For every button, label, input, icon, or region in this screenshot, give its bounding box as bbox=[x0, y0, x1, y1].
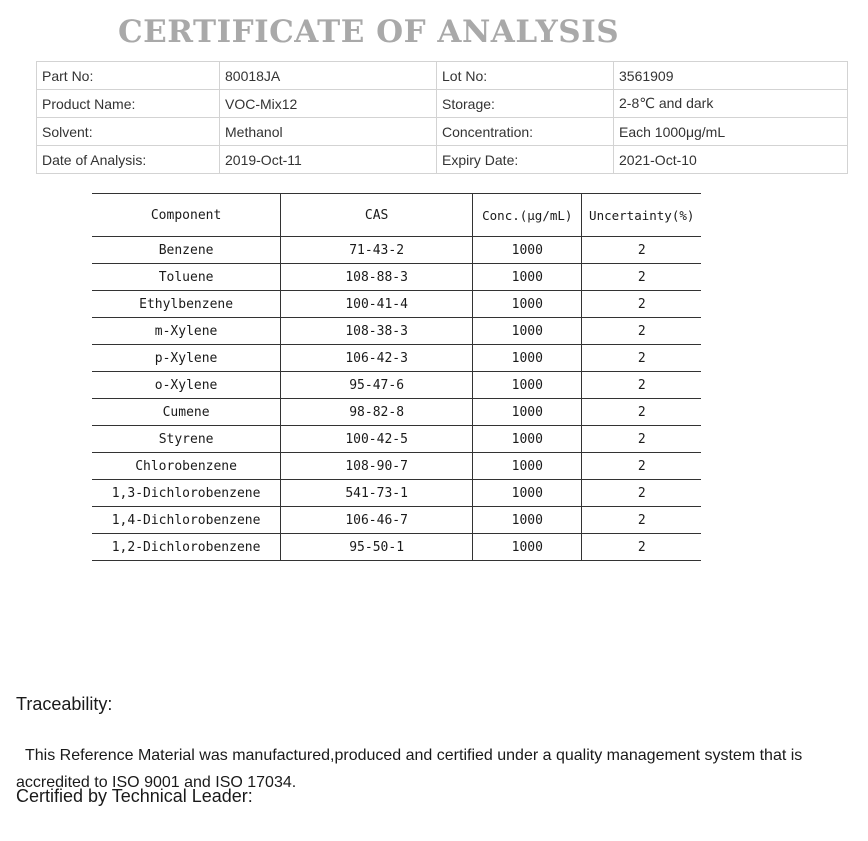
table-row bbox=[92, 507, 701, 534]
certified-by-label: Certified by Technical Leader: bbox=[16, 786, 253, 806]
uncertainty-value: 2 bbox=[582, 345, 701, 372]
component-name: m-Xylene bbox=[92, 318, 281, 345]
component-name: Ethylbenzene bbox=[92, 291, 281, 318]
component-name: Toluene bbox=[92, 264, 281, 291]
info-label: Solvent: bbox=[37, 118, 220, 146]
table-row bbox=[92, 534, 701, 561]
component-name: Cumene bbox=[92, 399, 281, 426]
component-name: Benzene bbox=[92, 237, 281, 264]
table-row bbox=[92, 291, 701, 318]
info-value: VOC-Mix12 bbox=[220, 90, 437, 118]
uncertainty-value: 2 bbox=[582, 237, 701, 264]
cas-number: 100-42-5 bbox=[281, 426, 473, 453]
uncertainty-value: 2 bbox=[582, 291, 701, 318]
info-row bbox=[37, 118, 848, 146]
cas-number: 108-90-7 bbox=[281, 453, 473, 480]
table-row bbox=[92, 318, 701, 345]
uncertainty-value: 2 bbox=[582, 480, 701, 507]
header-cas: CAS bbox=[281, 194, 473, 237]
info-label: Storage: bbox=[437, 90, 614, 118]
info-value: 2019-Oct-11 bbox=[220, 146, 437, 174]
uncertainty-value: 2 bbox=[582, 399, 701, 426]
table-row bbox=[92, 399, 701, 426]
concentration-value: 1000 bbox=[473, 237, 582, 264]
info-value: Each 1000μg/mL bbox=[614, 118, 848, 146]
table-row bbox=[92, 237, 701, 264]
header-concentration: Conc.(μg/mL) bbox=[473, 194, 582, 237]
concentration-value: 1000 bbox=[473, 534, 582, 561]
cas-number: 108-38-3 bbox=[281, 318, 473, 345]
info-row bbox=[37, 146, 848, 174]
info-value: 80018JA bbox=[220, 62, 437, 90]
component-name: p-Xylene bbox=[92, 345, 281, 372]
uncertainty-value: 2 bbox=[582, 264, 701, 291]
cas-number: 106-46-7 bbox=[281, 507, 473, 534]
info-label: Expiry Date: bbox=[437, 146, 614, 174]
uncertainty-value: 2 bbox=[582, 507, 701, 534]
traceability-statement: This Reference Material was manufactured,produced and certified under a quality management system that is accredited to ISO 9001 and ISO 17034. bbox=[16, 747, 803, 791]
traceability-heading: Traceability: bbox=[16, 694, 113, 714]
info-label: Part No: bbox=[37, 62, 220, 90]
product-info-table bbox=[36, 61, 848, 174]
table-row bbox=[92, 453, 701, 480]
info-row bbox=[37, 90, 848, 118]
concentration-value: 1000 bbox=[473, 318, 582, 345]
concentration-value: 1000 bbox=[473, 345, 582, 372]
uncertainty-value: 2 bbox=[582, 372, 701, 399]
component-name: Chlorobenzene bbox=[92, 453, 281, 480]
info-label: Product Name: bbox=[37, 90, 220, 118]
concentration-value: 1000 bbox=[473, 399, 582, 426]
concentration-value: 1000 bbox=[473, 291, 582, 318]
info-value: 2021-Oct-10 bbox=[614, 146, 848, 174]
concentration-value: 1000 bbox=[473, 507, 582, 534]
table-row bbox=[92, 426, 701, 453]
cas-number: 95-50-1 bbox=[281, 534, 473, 561]
page-title: CERTIFICATE OF ANALYSIS bbox=[118, 14, 620, 50]
table-header-row bbox=[92, 194, 701, 237]
component-name: 1,4-Dichlorobenzene bbox=[92, 507, 281, 534]
table-row bbox=[92, 264, 701, 291]
uncertainty-value: 2 bbox=[582, 426, 701, 453]
uncertainty-value: 2 bbox=[582, 534, 701, 561]
cas-number: 100-41-4 bbox=[281, 291, 473, 318]
concentration-value: 1000 bbox=[473, 426, 582, 453]
header-component: Component bbox=[92, 194, 281, 237]
cas-number: 95-47-6 bbox=[281, 372, 473, 399]
info-label: Date of Analysis: bbox=[37, 146, 220, 174]
component-name: Styrene bbox=[92, 426, 281, 453]
info-label: Lot No: bbox=[437, 62, 614, 90]
cas-number: 106-42-3 bbox=[281, 345, 473, 372]
concentration-value: 1000 bbox=[473, 453, 582, 480]
info-value: Methanol bbox=[220, 118, 437, 146]
concentration-value: 1000 bbox=[473, 264, 582, 291]
component-name: 1,3-Dichlorobenzene bbox=[92, 480, 281, 507]
component-name: o-Xylene bbox=[92, 372, 281, 399]
cas-number: 108-88-3 bbox=[281, 264, 473, 291]
component-name: 1,2-Dichlorobenzene bbox=[92, 534, 281, 561]
cas-number: 541-73-1 bbox=[281, 480, 473, 507]
table-row bbox=[92, 345, 701, 372]
table-row bbox=[92, 480, 701, 507]
info-label: Concentration: bbox=[437, 118, 614, 146]
concentration-value: 1000 bbox=[473, 480, 582, 507]
header-uncertainty: Uncertainty(%) bbox=[582, 194, 701, 237]
table-row bbox=[92, 372, 701, 399]
info-value: 3561909 bbox=[614, 62, 848, 90]
concentration-value: 1000 bbox=[473, 372, 582, 399]
uncertainty-value: 2 bbox=[582, 318, 701, 345]
cas-number: 98-82-8 bbox=[281, 399, 473, 426]
cas-number: 71-43-2 bbox=[281, 237, 473, 264]
info-value: 2-8℃ and dark bbox=[614, 90, 848, 118]
info-row bbox=[37, 62, 848, 90]
components-table bbox=[92, 193, 701, 561]
uncertainty-value: 2 bbox=[582, 453, 701, 480]
